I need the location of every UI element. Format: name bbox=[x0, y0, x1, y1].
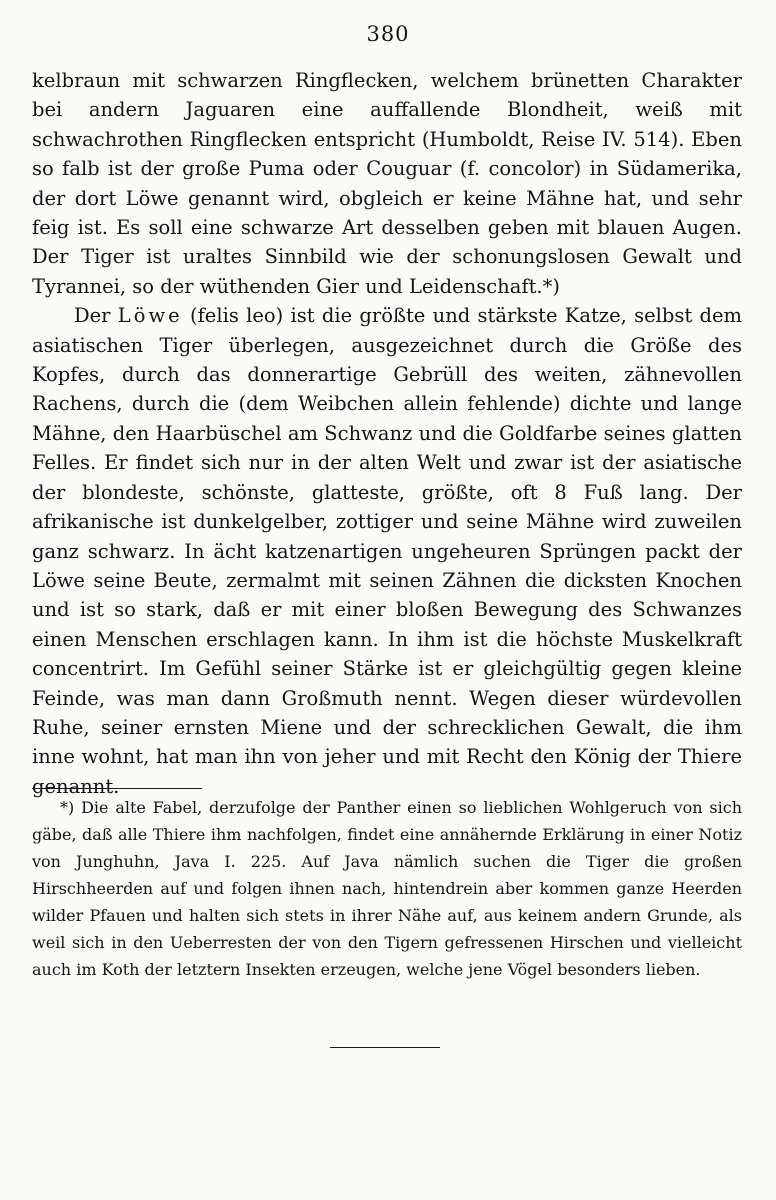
footnote: *) Die alte Fabel, derzufolge der Panther einen so lieblichen Wohlgeruch von sich gäbe, daß alle Thiere ihm nachfolgen, findet eine annähernde Erklärung in einer Notiz von Junghuhn, Java I. 225. Auf Java nämlich suchen die Tiger die großen Hirschheerden auf und folgen ihnen nach, hintendrein aber kommen ganze Heerden wilder Pfauen und halten sich stets in ihrer Nähe auf, aus keinem andern Grunde, als weil sich in den Ueberresten der von den Tigern gefressenen Hirschen und vielleicht auch im Koth der letztern Insekten erzeugen, welche jene Vögel besonders lieben. bbox=[32, 798, 742, 979]
page-number: 380 bbox=[366, 22, 410, 46]
footnote-separator bbox=[32, 788, 202, 789]
paragraph-lion-body: (felis leo) ist die größte und stärkste Katze, selbst dem asiatischen Tiger überlegen, ausgezeichnet durch die Größe des Kopfes, durch das donnerartige Gebrüll des weiten, zähnevollen Rachens, durch die (dem Weibchen allein fehlende) dichte und lange Mähne, den Haarbüschel am Schwanz und die Goldfarbe seines glatten Felles. Er findet sich nur in der alten Welt und zwar ist der asiatische der blondeste, schönste, glatteste, größte, oft 8 Fuß lang. Der afrikanische ist dunkelgelber, zottiger und seine Mähne wird zuweilen ganz schwarz. In ächt katzenartigen ungeheuren Sprüngen packt der Löwe seine Beute, zermalmt mit seinen Zähnen die dicksten Knochen und ist so stark, daß er mit einer bloßen Bewegung des Schwanzes einen Menschen erschlagen kann. In ihm ist die höchste Muskelkraft concentrirt. Im Gefühl seiner Stärke ist er gleichgültig gegen kleine Feinde, was man dann Großmuth nennt. Wegen dieser würdevollen Ruhe, seiner ernsten Miene und der schrecklichen Gewalt, die ihm inne wohnt, hat man ihn von jeher und mit Recht den König der Thiere genannt. bbox=[32, 304, 742, 798]
end-rule bbox=[330, 1047, 440, 1048]
lion-heading-word: Löwe bbox=[117, 304, 183, 328]
paragraph-lion bbox=[32, 301, 742, 801]
paragraph-jaguar-tiger: kelbraun mit schwarzen Ringflecken, welchem brünetten Charakter bei andern Jaguaren eine auffallende Blondheit, weiß mit schwachrothen Ringflecken entspricht (Humboldt, Reise IV. 514). Eben so falb ist der große Puma oder Couguar (f. concolor) in Südamerika, der dort Löwe genannt wird, obgleich er keine Mähne hat, und sehr feig ist. Es soll eine schwarze Art desselben geben mit blauen Augen. Der Tiger ist uraltes Sinnbild wie der schonungslosen Gewalt und Tyrannei, so der wüthenden Gier und Leidenschaft.*) bbox=[32, 69, 742, 298]
paragraph-lion-start: Der bbox=[74, 304, 111, 328]
main-text bbox=[32, 66, 742, 801]
